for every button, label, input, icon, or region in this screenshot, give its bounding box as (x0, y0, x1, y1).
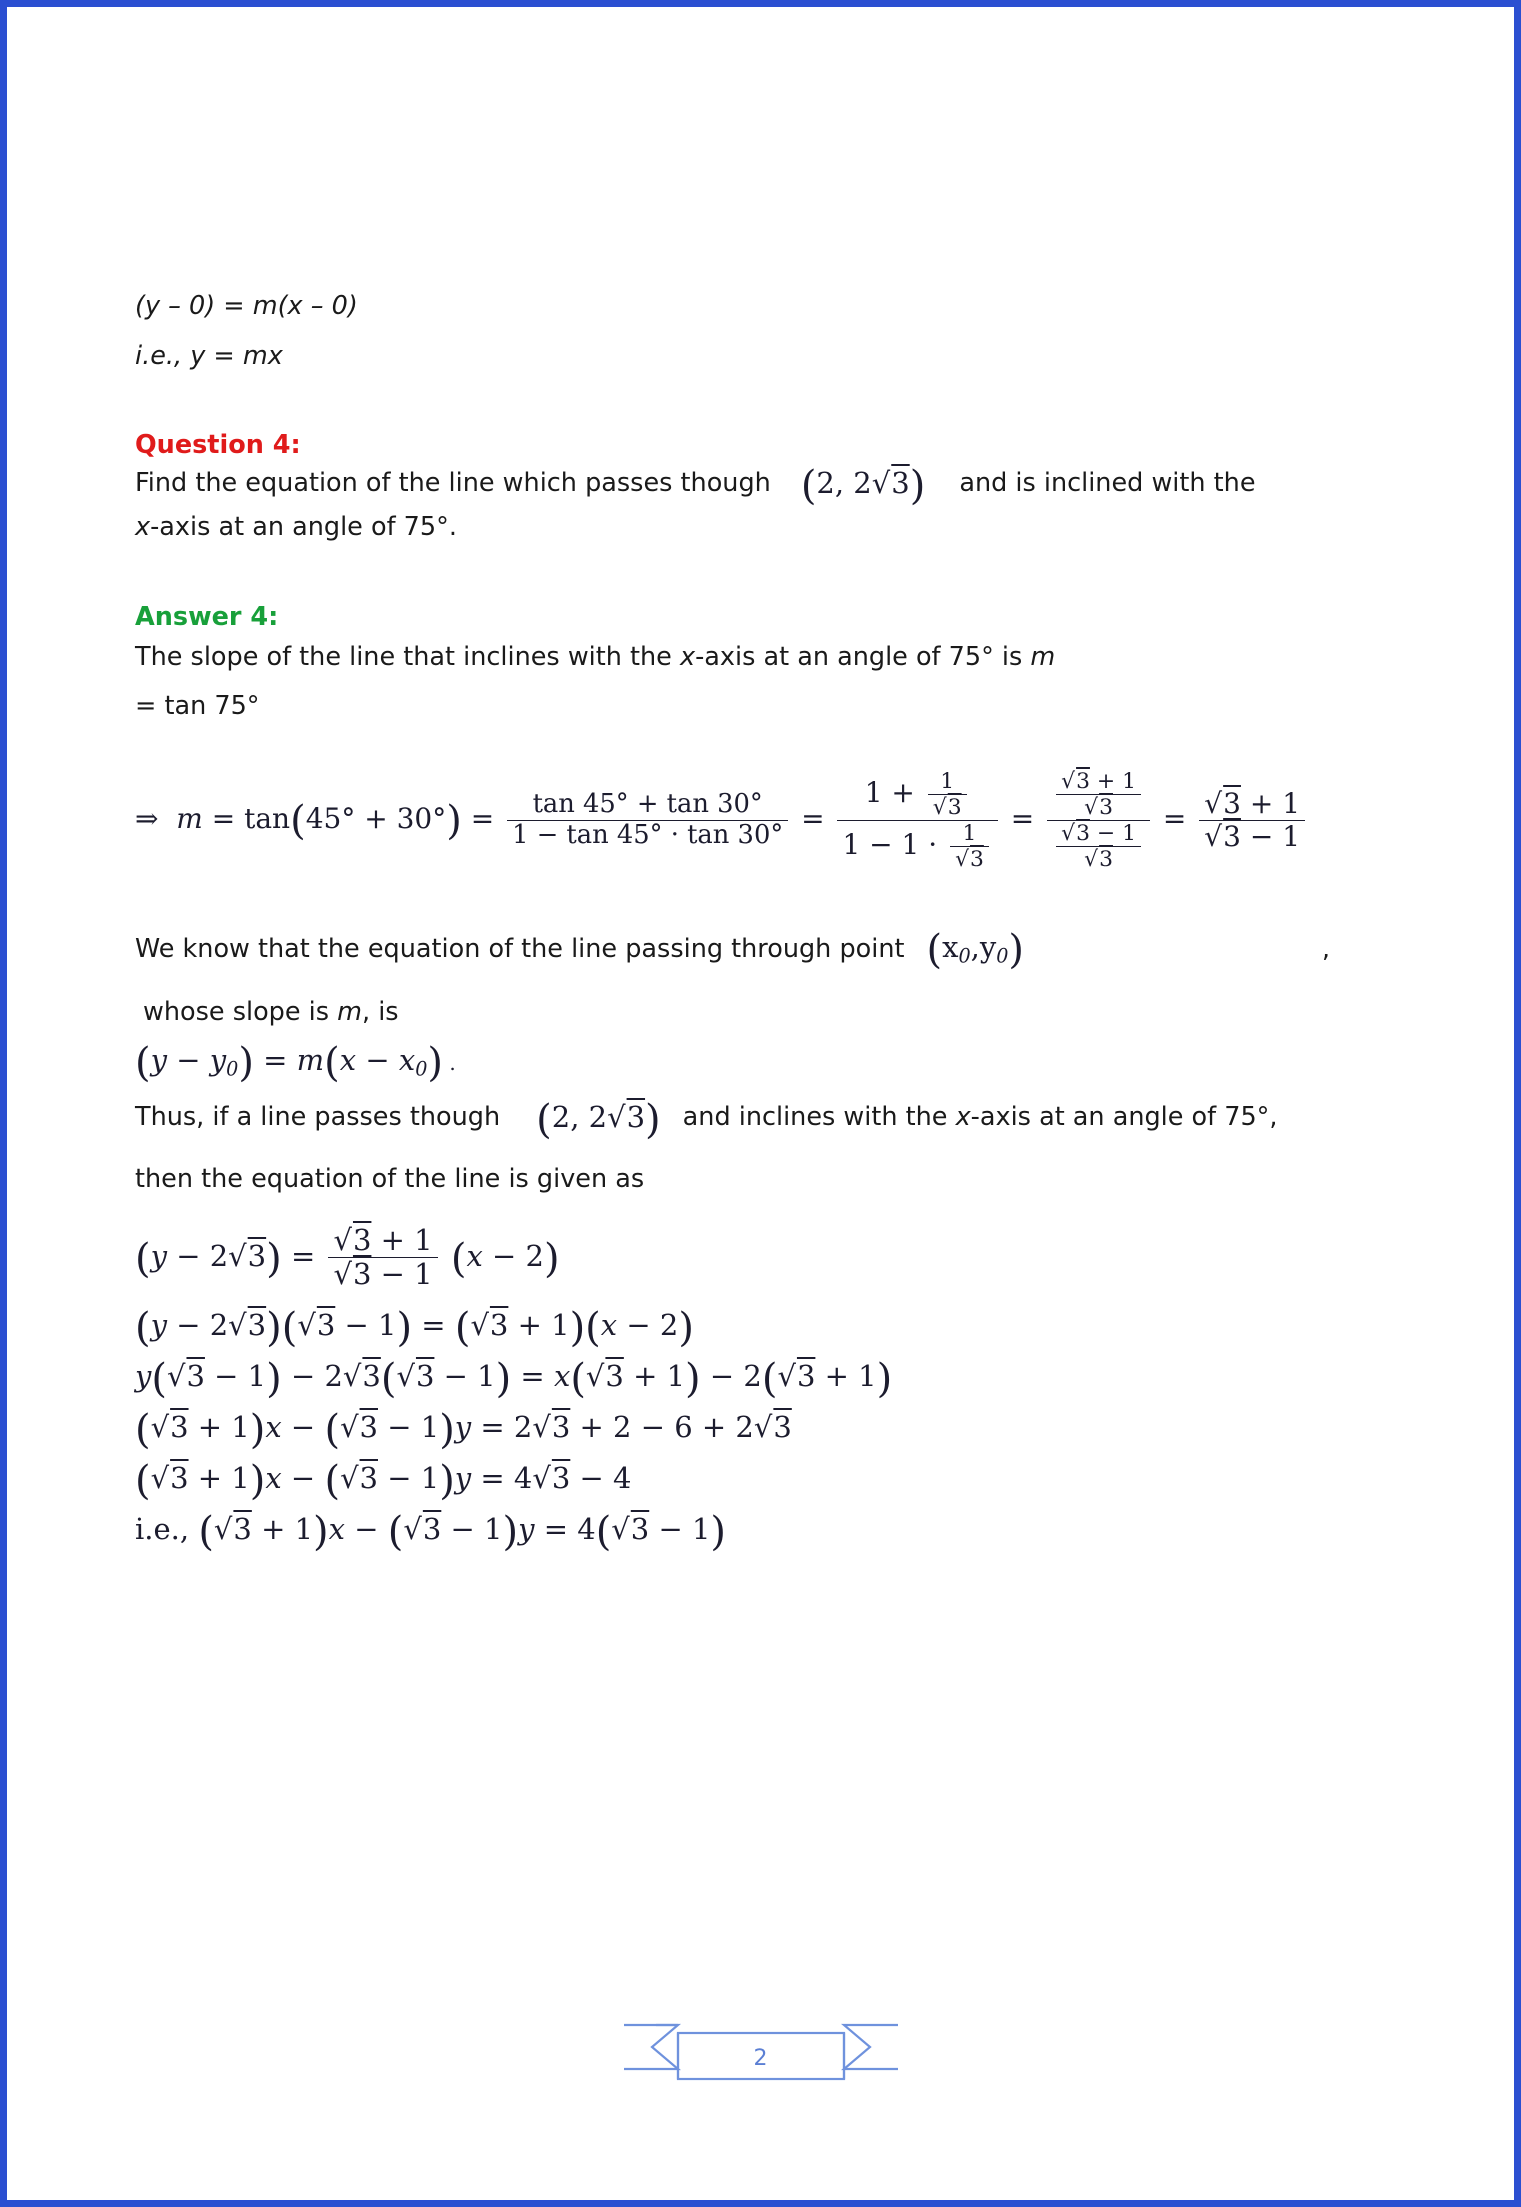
top-equation-line-1 (135, 287, 1385, 327)
spacer-7 (135, 1134, 1385, 1160)
derivation-line-1: (y − 2√3) = $\frac{√3 + 1}{√3 - 1}$ (x − 2) (135, 1222, 560, 1292)
answer-text-part5a: Thus, if a line passes though (135, 1102, 501, 1133)
question-line-1 (135, 463, 1385, 510)
derivation-line-2: (y − 2√3)(√3 − 1) = (√3 + 1)(x − 2) (135, 1305, 694, 1352)
answer-heading: Answer 4: (135, 601, 279, 632)
derivation-line-4: (√3 + 1)x − (√3 − 1)y = 2√3 + 2 − 6 + 2√3 (135, 1407, 792, 1454)
spacer-4 (135, 886, 1385, 930)
answer-line-1: The slope of the line that inclines with the x-axis at an angle of 75° is m (135, 641, 1056, 672)
answer-text-part5b: and inclines with the x-axis at an angle of 75°, (682, 1102, 1278, 1133)
derivation-line-3: y(√3 − 1) − 2√3(√3 − 1) = x(√3 + 1) − 2(√3 + 1) (135, 1356, 893, 1403)
spacer-3 (135, 737, 1385, 763)
spacer-2 (135, 558, 1385, 602)
answer-line-4: whose slope is m, is (143, 997, 399, 1028)
footer-ribbon (616, 2019, 906, 2095)
slope-equation: ⇒ m = tan(45° + 30°) = $\frac{\tan 45^\circ + \tan 30^\circ}{1 - \tan 45^\circ \cdot \tan 30^\circ}$ = 1 + $\frac{1}{√3}$ 1 − 1 · $\frac{1}{√3}$ = $\frac{\frac{√3 + 1}{√3}}{\frac{√3 - 1}{√3}}$ = $\frac{√3 + 1}{√3 - 1}$ (135, 769, 1385, 872)
stray-comma: , (1322, 934, 1330, 964)
answer-text-part3: We know that the equation of the line passing through point (135, 933, 905, 964)
question-point-repeat: (2, 2√3) (536, 1097, 661, 1144)
page-content (135, 287, 1385, 1563)
page-number: 2 (753, 2046, 768, 2071)
question-text-part2: and is inclined with the (959, 468, 1256, 499)
answer-line-5 (135, 1097, 1385, 1144)
top-equation-line-2-text: i.e., y = mx (135, 340, 283, 371)
question-point: (2, 2√3) (800, 463, 926, 510)
answer-line-3 (135, 927, 1385, 974)
spacer (135, 386, 1385, 430)
question-text-part1: Find the equation of the line which passes though (135, 468, 771, 499)
page-footer (7, 2019, 1514, 2095)
top-equation-line-2 (135, 337, 1385, 377)
question-heading: Question 4: (135, 430, 301, 461)
spacer-5 (135, 967, 1385, 993)
top-equation-line-1-text: (y – 0) = m(x – 0) (135, 291, 358, 321)
derivation-line-6: i.e., (√3 + 1)x − (√3 − 1)y = 4(√3 − 1) (135, 1509, 727, 1556)
answer-line-6: then the equation of the line is given as (135, 1164, 645, 1195)
derivation-line-5: (√3 + 1)x − (√3 − 1)y = 4√3 − 4 (135, 1458, 632, 1505)
question-line-2 (135, 508, 1385, 548)
general-point: $(x_0,y_0)$ (926, 927, 1025, 974)
page-inner (7, 7, 1514, 2200)
question-text-part3: x-axis at an angle of 75°. (135, 512, 457, 543)
spacer-6 (135, 1086, 1385, 1100)
answer-line-2: = tan 75° (135, 691, 260, 722)
spacer-8 (135, 1210, 1385, 1224)
point-slope-equation: $(y - y_0) = m(x - x_0)$ . (135, 1039, 456, 1086)
